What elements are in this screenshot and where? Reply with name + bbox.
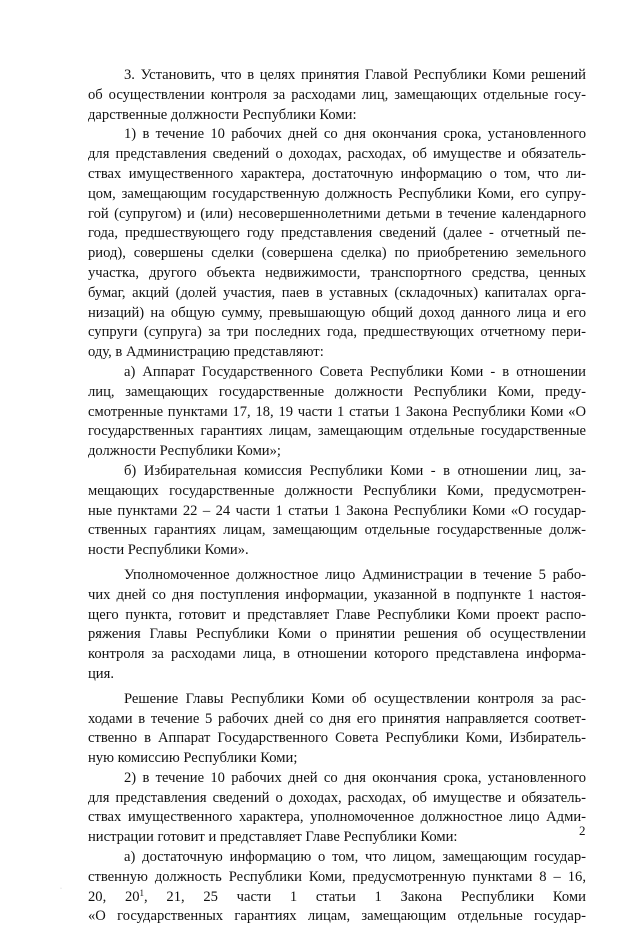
paragraph-line: Уполномоченное должностное лицо Администрации в течение 5 рабо- [124, 566, 586, 583]
paragraph-line: ственную должность Республики Коми, предусмотренную пунктами 8 – 16, [88, 868, 586, 885]
paragraph-line: оду, в Администрацию представляют: [88, 344, 324, 361]
paragraph-line: 3. Установить, что в целях принятия Главой Республики Коми решений [124, 67, 586, 83]
paragraph-line: 1) в течение 10 рабочих дней со дня окончания срока, установленного [124, 126, 586, 143]
paragraph-line: ция. [88, 665, 114, 682]
paragraph-line: для представления сведений о доходах, расходах, об имуществе и обязатель- [88, 789, 586, 806]
line-word: Коми [552, 888, 586, 905]
paragraph-line: года, предшествующего году представления сведений (далее - отчетный пе- [88, 225, 586, 242]
paragraph-line: ственно в Аппарат Государственного Совета Республики Коми, Избиратель- [88, 730, 586, 747]
line-word [125, 888, 148, 908]
line-word: Республики [460, 888, 535, 905]
paragraph-line: риод), совершены сделки (совершена сделка) по приобретению земельного [88, 245, 586, 262]
page-number: 2 [579, 823, 586, 838]
paragraph-line: 2) в течение 10 рабочих дней со дня окончания срока, установленного [124, 769, 586, 786]
paragraph-line: об осуществлении контроля за расходами лиц, замещающих отдельные госу- [88, 86, 586, 103]
line-word: 20, [88, 888, 107, 905]
line-word: 1 [289, 888, 298, 905]
line-word: 25 [203, 888, 218, 905]
paragraph-line: государственных гарантиях лицам, замещающим отдельные государственные [88, 423, 586, 440]
paragraph-line: дарственные должности Республики Коми: [88, 106, 357, 123]
paragraph-line: низаций) на общую сумму, превышающую общий доход данного лица и его [88, 304, 586, 321]
line-word: 21, [166, 888, 185, 905]
paragraph-line: ходами в течение 5 рабочих дней со дня его принятия направляется соответ- [88, 710, 586, 727]
law-number: 20 [124, 888, 140, 905]
paragraph-line: мещающих государственные должности Республики Коми, предусмотрен- [88, 482, 586, 499]
paragraph-line: гой (супругом) и (или) несовершеннолетними детьми в течение календарного [88, 205, 586, 222]
paragraph-line: ствах имущественного характера, уполномоченное должностное лицо Адми- [88, 809, 586, 826]
paragraph-line: ственных гарантиях лицам, замещающим отдельные государственные долж- [88, 522, 586, 539]
paragraph-line: ствах имущественного характера, достаточную информацию о том, что ли- [88, 165, 586, 182]
paragraph-line: а) достаточную информацию о том, что лицом, замещающим государ- [124, 849, 586, 866]
paragraph-line-spaced [88, 888, 586, 908]
paragraph-line: супруги (супруга) за три последних года, предшествующих отчетному пери- [88, 324, 586, 341]
paragraph-line: цом, замещающим государственную должность Республики Коми, его супру- [88, 185, 586, 202]
document-body [88, 66, 586, 927]
paragraph-line: контроля за расходами лица, в отношении которого представлена информа- [88, 646, 586, 663]
paragraph-line: бумаг, акций (долей участия, паев в уставных (складочных) капиталах орга- [88, 284, 586, 301]
paragraph-line: участка, другого объекта недвижимости, транспортного средства, ценных [88, 264, 586, 281]
paragraph-line: лиц, замещающих государственные должности Республики Коми, преду- [88, 383, 586, 400]
line-word: статьи [315, 888, 356, 905]
superscript: 1 [139, 887, 145, 898]
paragraph-line: ряжения Главы Республики Коми о принятии решения об осуществлении [88, 626, 586, 643]
paragraph-line: для представления сведений о доходах, расходах, об имуществе и обязатель- [88, 146, 586, 163]
line-word: Закона [400, 888, 443, 905]
paragraph-line: Решение Главы Республики Коми об осуществлении контроля за рас- [124, 690, 586, 707]
paragraph-line: нистрации готовит и представляет Главе Республики Коми: [88, 829, 458, 846]
line-word: 1 [374, 888, 382, 905]
corner-mark: · [60, 886, 62, 892]
paragraph-line: б) Избирательная комиссия Республики Коми - в отношении лиц, за- [124, 462, 586, 479]
paragraph-line: «О государственных гарантиях лицам, замещающим отдельные государ- [88, 908, 586, 925]
line-word: , [144, 888, 148, 905]
paragraph-line: смотренные пунктами 17, 18, 19 части 1 статьи 1 Закона Республики Коми «О [88, 403, 586, 420]
paragraph-line: а) Аппарат Государственного Совета Республики Коми - в отношении [124, 363, 586, 380]
paragraph-line: чих дней со дня поступления информации, указанной в подпункте 1 настоя- [88, 586, 586, 603]
paragraph-line: должности Республики Коми»; [88, 443, 281, 460]
line-word: части [236, 888, 272, 905]
paragraph-line: ные пунктами 22 – 24 части 1 статьи 1 Закона Республики Коми «О государ- [88, 502, 586, 519]
paragraph-line: ную комиссию Республики Коми; [88, 750, 298, 767]
paragraph-line: щего пункта, готовит и представляет Главе Республики Коми проект распо- [88, 606, 586, 623]
paragraph-line: ности Республики Коми». [88, 542, 249, 559]
